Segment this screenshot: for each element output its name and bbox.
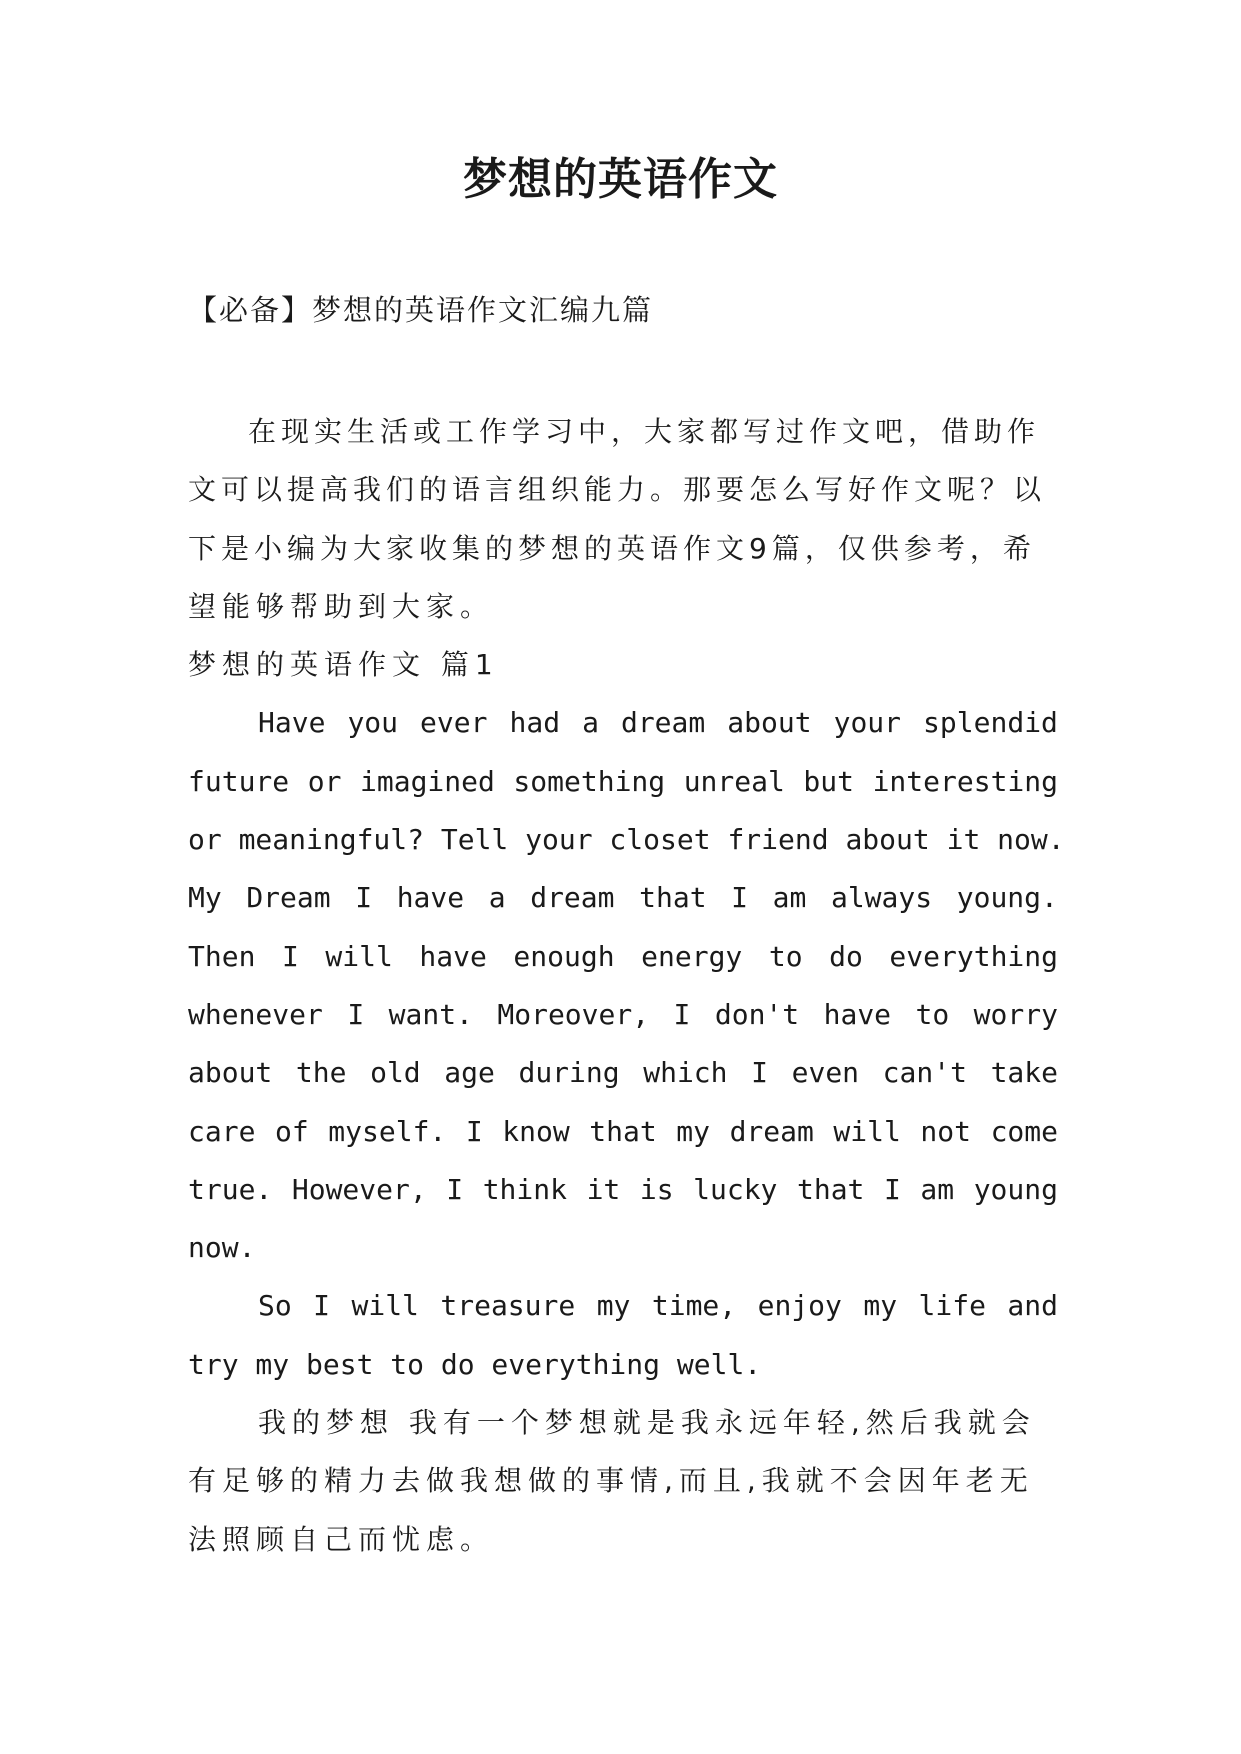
word: I xyxy=(355,881,373,915)
word: my xyxy=(596,1289,631,1323)
word: old xyxy=(370,1056,421,1090)
word: I xyxy=(446,1172,464,1206)
section-heading: 梦想的英语作文 篇1 xyxy=(188,648,499,682)
word: can't xyxy=(882,1056,967,1090)
word: have xyxy=(396,881,465,915)
word: I xyxy=(465,1114,483,1148)
word: am xyxy=(772,881,807,915)
word: everything xyxy=(889,939,1058,973)
word: whenever xyxy=(188,997,323,1031)
paragraph-line xyxy=(188,869,1058,927)
paragraph-line xyxy=(188,1044,1058,1102)
word: and xyxy=(1007,1289,1058,1323)
chinese-paragraph-line: 我的梦想 我有一个梦想就是我永远年轻,然后我就会 xyxy=(258,1406,1036,1440)
word: My xyxy=(188,881,222,915)
paragraph-line xyxy=(188,1161,1058,1219)
word: the xyxy=(295,1056,347,1090)
word: have xyxy=(419,939,487,973)
word: splendid xyxy=(923,706,1058,740)
word: myself. xyxy=(328,1114,447,1148)
intro-line: 望能够帮助到大家。 xyxy=(188,589,495,623)
word: treasure xyxy=(440,1289,576,1323)
word: that xyxy=(639,881,707,915)
paragraph-line: now. xyxy=(188,1231,256,1265)
word: I xyxy=(731,881,749,915)
word: lucky xyxy=(693,1172,778,1206)
word: think xyxy=(482,1172,567,1206)
word: However, xyxy=(291,1172,427,1206)
word: ever xyxy=(420,706,488,740)
word: do xyxy=(829,939,863,973)
word: interesting xyxy=(872,764,1058,798)
word: during xyxy=(518,1056,620,1090)
word: Moreover, xyxy=(497,997,650,1031)
word: dream xyxy=(620,706,706,740)
word: time, xyxy=(651,1289,737,1323)
word: of xyxy=(275,1114,309,1148)
intro-line: 文可以提高我们的语言组织能力。那要怎么写好作文呢？以 xyxy=(188,473,1047,507)
word: Then xyxy=(188,939,256,973)
word: enjoy xyxy=(757,1289,842,1323)
word: take xyxy=(990,1056,1058,1090)
word: I xyxy=(751,1056,768,1090)
word: life xyxy=(918,1289,986,1323)
word: am xyxy=(920,1172,955,1206)
word: or xyxy=(307,764,342,798)
word: but xyxy=(803,764,854,798)
chinese-paragraph-line: 法照顾自己而忧虑。 xyxy=(188,1522,495,1556)
word: which xyxy=(643,1056,728,1090)
word: about xyxy=(727,706,812,740)
word: know xyxy=(502,1114,570,1148)
word: a xyxy=(582,706,599,740)
word: worry xyxy=(973,997,1058,1031)
chinese-paragraph-line: 有足够的精力去做我想做的事情,而且,我就不会因年老无 xyxy=(188,1464,1034,1498)
word: about xyxy=(188,1056,273,1090)
word: come xyxy=(990,1114,1058,1148)
word: my xyxy=(863,1289,898,1323)
intro-line: 下是小编为大家收集的梦想的英语作文9篇，仅供参考，希 xyxy=(188,531,1036,565)
word: have xyxy=(823,997,892,1031)
word: will xyxy=(833,1114,901,1148)
word: care xyxy=(188,1114,256,1148)
document-title: 梦想的英语作文 xyxy=(463,154,778,205)
paragraph-line: or meaningful? Tell your closet friend about it now. xyxy=(188,823,1065,857)
paragraph-line xyxy=(188,694,1058,752)
word: will xyxy=(325,939,393,973)
word: energy xyxy=(641,939,743,973)
word: always xyxy=(830,881,933,915)
paragraph-line xyxy=(188,986,1058,1044)
word: don't xyxy=(714,997,800,1031)
intro-line: 在现实生活或工作学习中，大家都写过作文吧，借助作 xyxy=(248,415,1041,448)
word: that xyxy=(796,1172,865,1206)
paragraph-line: try my best to do everything well. xyxy=(188,1347,762,1381)
paragraph-line xyxy=(188,1277,1058,1335)
word: is xyxy=(639,1172,674,1206)
word: I xyxy=(347,997,365,1031)
word: I xyxy=(883,1172,901,1206)
word: even xyxy=(791,1056,860,1090)
word: had xyxy=(509,706,561,740)
word: not xyxy=(920,1114,971,1148)
word: your xyxy=(833,706,902,740)
word: dream xyxy=(729,1114,814,1148)
word: want. xyxy=(388,997,473,1031)
word: that xyxy=(589,1114,657,1148)
paragraph-line xyxy=(188,753,1058,811)
word: to xyxy=(915,997,950,1031)
word: age xyxy=(444,1056,495,1090)
word: it xyxy=(586,1172,621,1206)
word: imagined xyxy=(360,764,495,798)
word: Have xyxy=(258,706,326,740)
word: young xyxy=(973,1172,1058,1206)
word: enough xyxy=(513,939,615,973)
word: I xyxy=(282,939,299,973)
word: Dream xyxy=(246,881,331,915)
word: dream xyxy=(530,881,615,915)
word: future xyxy=(188,764,290,798)
word: I xyxy=(313,1289,331,1323)
paragraph-line xyxy=(188,1103,1058,1161)
word: to xyxy=(768,939,803,973)
word: So xyxy=(258,1289,292,1323)
word: you xyxy=(347,706,399,740)
word: I xyxy=(673,997,691,1031)
word: unreal xyxy=(683,764,785,798)
paragraph-line xyxy=(188,928,1058,986)
document-body xyxy=(188,403,1065,1569)
word: true. xyxy=(188,1172,273,1206)
word: young. xyxy=(956,881,1058,915)
word: a xyxy=(488,881,506,915)
word: will xyxy=(351,1289,419,1323)
word: my xyxy=(676,1114,710,1148)
document-subtitle: 【必备】梦想的英语作文汇编九篇 xyxy=(188,293,654,327)
word: something xyxy=(513,764,666,798)
